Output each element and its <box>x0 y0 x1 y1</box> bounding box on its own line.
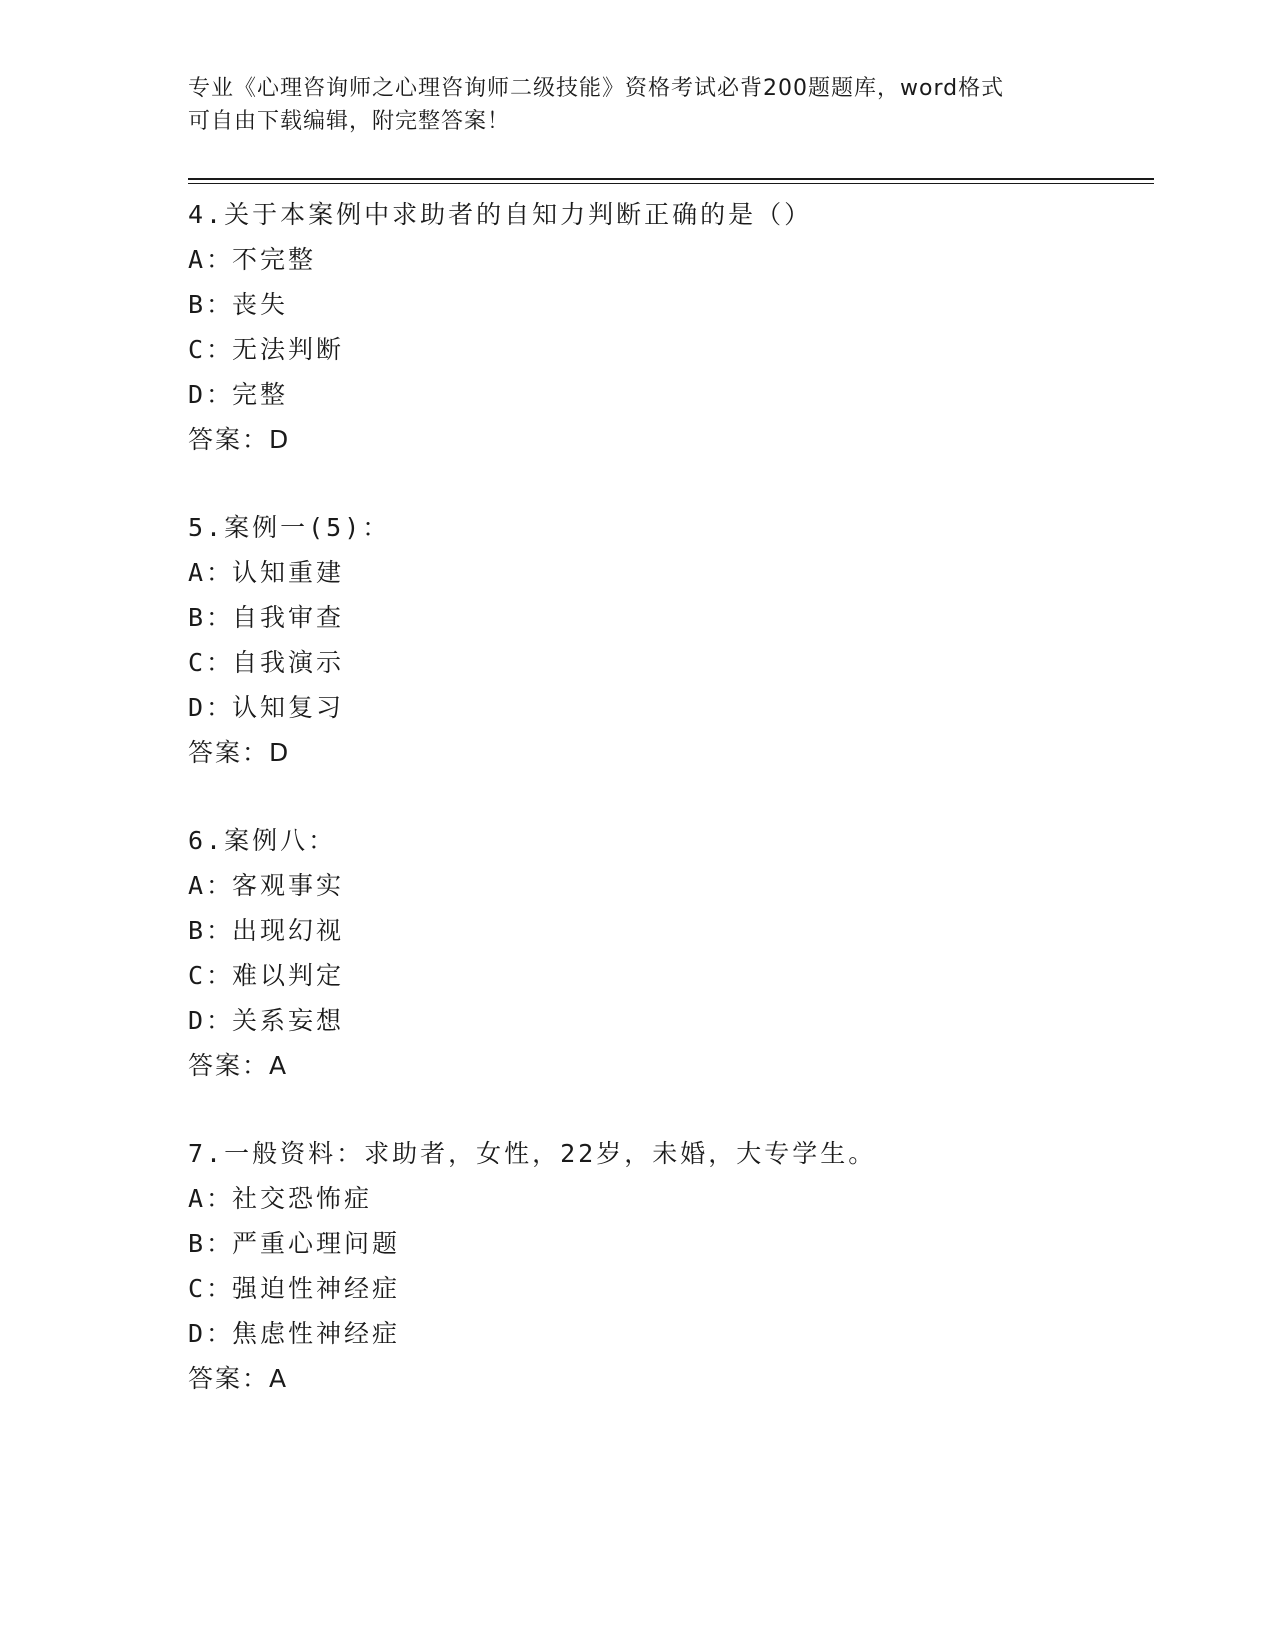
option-text: 客观事实 <box>232 871 345 900</box>
question-text: 5.案例一(5)： <box>188 513 391 542</box>
option-b <box>188 595 1154 640</box>
option-letter: A： <box>188 558 235 587</box>
question-7 <box>188 1131 1154 1401</box>
option-text: 关系妄想 <box>232 1006 345 1035</box>
question-list <box>188 192 1154 1401</box>
option-d <box>188 998 1154 1043</box>
option-b <box>188 282 1154 327</box>
option-letter: D： <box>188 693 235 722</box>
question-text: 6.案例八： <box>188 826 337 855</box>
question-6 <box>188 818 1154 1088</box>
option-text: 完整 <box>232 380 289 409</box>
option-b <box>188 908 1154 953</box>
option-letter: D： <box>188 1319 235 1348</box>
option-d <box>188 1311 1154 1356</box>
option-letter: D： <box>188 380 235 409</box>
answer-line: 答案：A <box>188 1364 289 1393</box>
header-divider-thick <box>188 178 1154 180</box>
option-c <box>188 640 1154 685</box>
option-letter: C： <box>188 648 235 677</box>
option-letter: C： <box>188 961 235 990</box>
option-a <box>188 863 1154 908</box>
option-letter: B： <box>188 603 235 632</box>
option-letter: B： <box>188 1229 235 1258</box>
option-text: 出现幻视 <box>232 916 345 945</box>
option-text: 自我演示 <box>232 648 345 677</box>
option-text: 不完整 <box>232 245 317 274</box>
option-letter: B： <box>188 290 235 319</box>
header-line-1: 专业《心理咨询师之心理咨询师二级技能》资格考试必背200题题库，word格式 <box>188 76 1005 101</box>
option-text: 自我审查 <box>232 603 345 632</box>
option-text: 社交恐怖症 <box>232 1184 373 1213</box>
option-text: 丧失 <box>232 290 289 319</box>
option-a <box>188 1176 1154 1221</box>
header-divider-thin <box>188 183 1154 184</box>
option-c <box>188 327 1154 372</box>
answer-line: 答案：D <box>188 425 291 454</box>
option-letter: A： <box>188 871 235 900</box>
option-text: 无法判断 <box>232 335 345 364</box>
header-line-2: 可自由下载编辑，附完整答案！ <box>188 109 511 134</box>
question-4 <box>188 192 1154 462</box>
option-c <box>188 953 1154 998</box>
answer-line: 答案：A <box>188 1051 289 1080</box>
option-text: 严重心理问题 <box>232 1229 401 1258</box>
option-b <box>188 1221 1154 1266</box>
option-text: 强迫性神经症 <box>232 1274 401 1303</box>
option-text: 认知重建 <box>232 558 345 587</box>
option-letter: A： <box>188 245 235 274</box>
question-5 <box>188 505 1154 775</box>
option-d <box>188 372 1154 417</box>
option-d <box>188 685 1154 730</box>
option-text: 焦虑性神经症 <box>232 1319 401 1348</box>
option-letter: C： <box>188 1274 235 1303</box>
answer-line: 答案：D <box>188 738 291 767</box>
option-text: 认知复习 <box>232 693 345 722</box>
option-c <box>188 1266 1154 1311</box>
question-text: 4.关于本案例中求助者的自知力判断正确的是（） <box>188 200 813 229</box>
option-a <box>188 237 1154 282</box>
question-text: 7.一般资料：求助者，女性，22岁，未婚，大专学生。 <box>188 1139 877 1168</box>
option-letter: C： <box>188 335 235 364</box>
option-letter: A： <box>188 1184 235 1213</box>
option-text: 难以判定 <box>232 961 345 990</box>
option-letter: D： <box>188 1006 235 1035</box>
document-header <box>188 72 1068 138</box>
option-letter: B： <box>188 916 235 945</box>
option-a <box>188 550 1154 595</box>
